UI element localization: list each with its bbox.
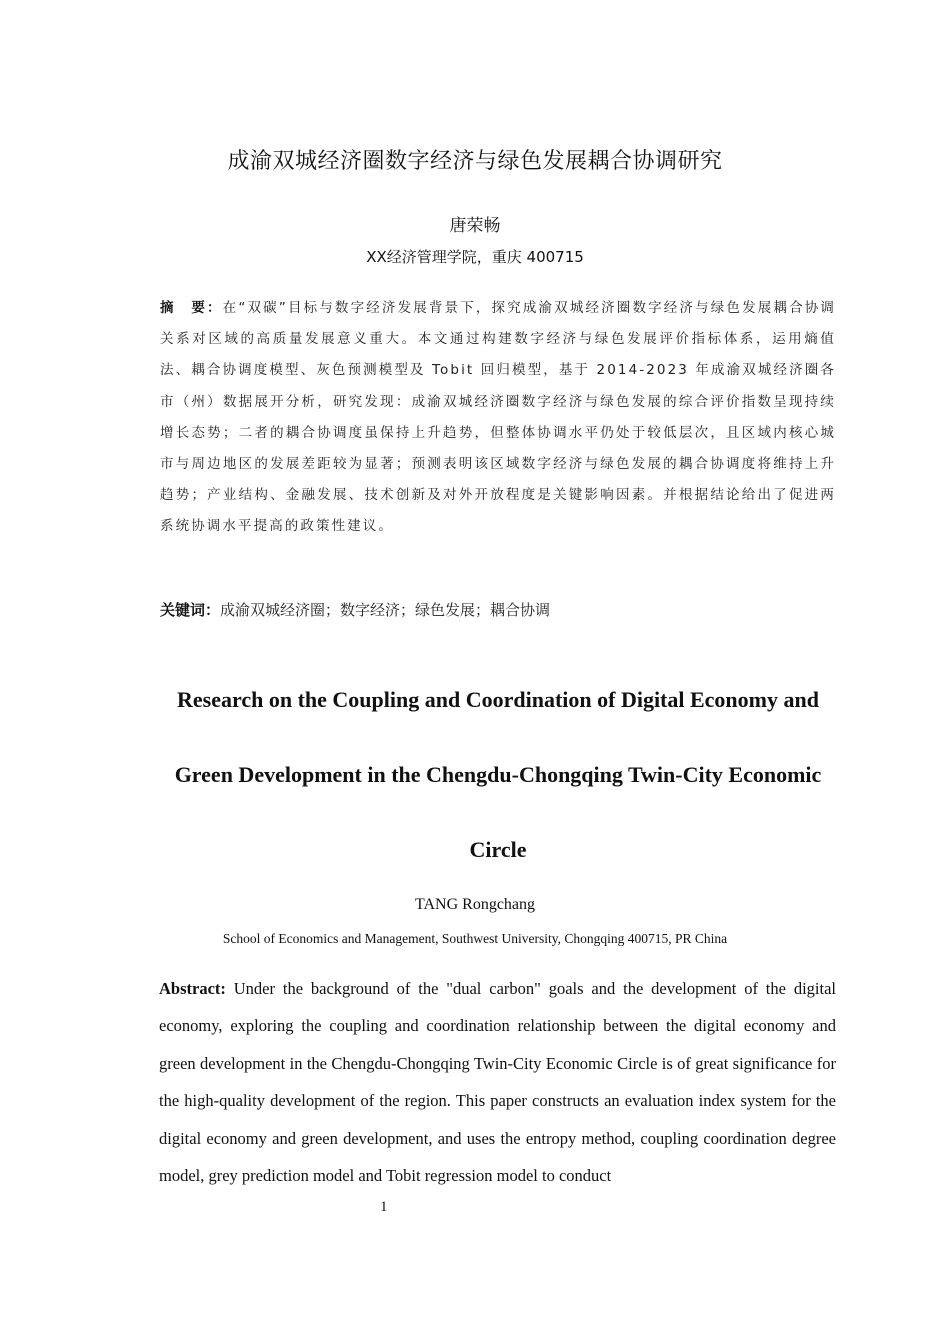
english-abstract [159,970,836,1194]
chinese-keywords-text: 成渝双城经济圈；数字经济；绿色发展；耦合协调 [220,601,551,619]
chinese-abstract-text: 在“双碳”目标与数字经济发展背景下，探究成渝双城经济圈数字经济与绿色发展耦合协调关系对区域的高质量发展意义重大。本文通过构建数字经济与绿色发展评价指标体系，运用熵值法、耦合协调度模型、灰色预测模型及 Tobit 回归模型，基于 2014-2023 年成渝双城经济圈各市（州）数据展开分析，研究发现：成渝双城经济圈数字经济与绿色发展的综合评价指数呈现持续增长态势；二者的耦合协调度虽保持上升趋势，但整体协调水平仍处于较低层次，且区域内核心城市与周边地区的发展差距较为显著；预测表明该区域数字经济与绿色发展的耦合协调度将维持上升趋势；产业结构、金融发展、技术创新及对外开放程度是关键影响因素。并根据结论给出了促进两系统协调水平提高的政策性建议。 [160,300,836,535]
english-title: Research on the Coupling and Coordination of Digital Economy and Green Development in the Chengdu-Chongqing Twin-City Economic Circle [174,687,822,862]
english-abstract-text: Under the background of the "dual carbon" goals and the development of the digital economy, exploring the coupling and coordination relationship between the digital economy and green development in the Chengdu-Chongqing Twin-City Economic Circle is of great significance for the high-quality development of the region. This paper constructs an evaluation index system for the digital economy and green development, and uses the entropy method, coupling coordination degree model, grey prediction model and Tobit regression model to conduct [159,979,836,1186]
chinese-keywords [160,599,836,620]
chinese-keywords-label: 关键词： [160,601,221,619]
chinese-author: 唐荣畅 [449,216,501,236]
chinese-title: 成渝双城经济圈数字经济与绿色发展耦合协调研究 [227,149,723,174]
chinese-abstract-label: 摘 要： [160,300,223,316]
chinese-abstract [160,293,836,543]
english-author: TANG Rongchang [414,896,536,913]
english-abstract-label: Abstract: [159,979,226,998]
chinese-affiliation: XX经济管理学院，重庆 400715 [366,248,584,266]
page-number: 1 [380,1199,388,1215]
english-affiliation: School of Economics and Management, Southwest University, Chongqing 400715, PR China [222,931,728,946]
